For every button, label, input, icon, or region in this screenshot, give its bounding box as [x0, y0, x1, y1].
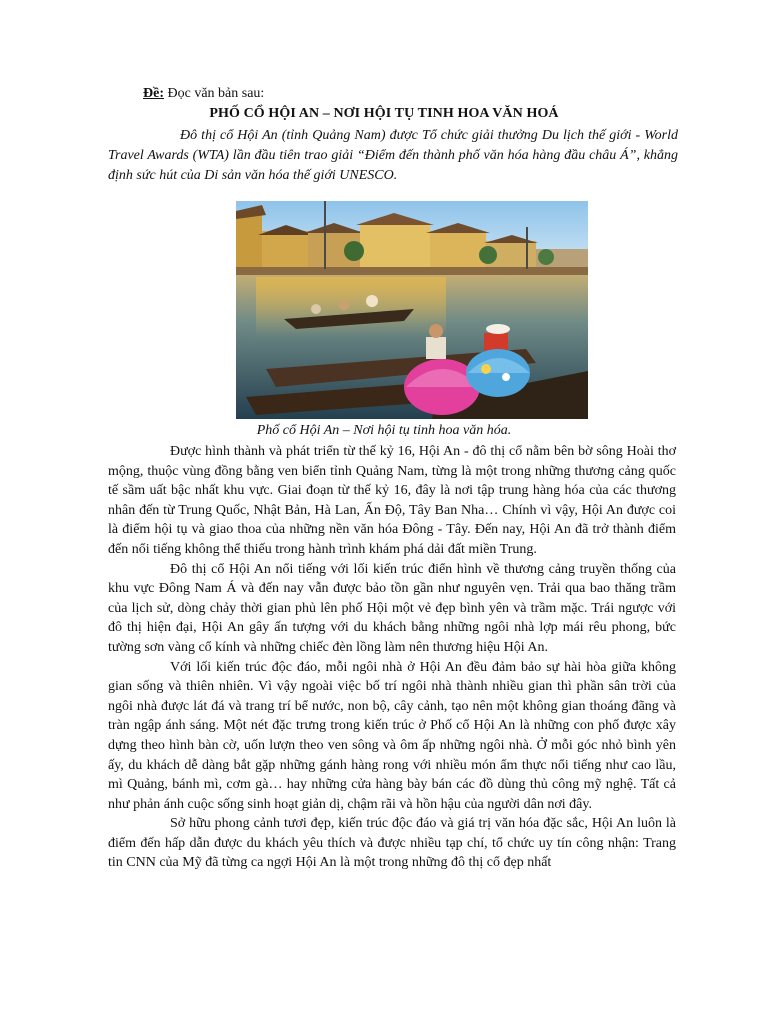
hoi-an-photo — [236, 201, 588, 419]
article-body — [108, 442, 676, 873]
body-paragraph: Được hình thành và phát triển từ thế kỷ 16, Hội An - đô thị cổ nằm bên bờ sông Hoài thơ mộng, thuộc vùng đồng bằng ven biển tỉnh Quảng Nam, từng là một trong những thương cảng quốc tế sầm uất bậc nhất khu vực. Giai đoạn từ thế kỷ 16, đây là nơi tập trung hàng hóa của các thương nhân đến từ Trung Quốc, Nhật Bản, Hà Lan, Ấn Độ, Tây Ban Nha… Chính vì vậy, Hội An được coi là điểm hội tụ và giao thoa của những nền văn hóa Đông - Tây. Đến nay, Hội An đã trở thành điểm đến nổi tiếng không thể thiếu trong hành trình khám phá dải đất miền Trung. — [108, 444, 676, 557]
article-title: PHỐ CỔ HỘI AN – NƠI HỘI TỤ TINH HOA VĂN HOÁ — [209, 106, 559, 121]
intro-text: Đô thị cổ Hội An (tỉnh Quảng Nam) được Tổ chức giải thưởng Du lịch thế giới - World Travel Awards (WTA) lần đầu tiên trao giải “Điểm đến thành phố văn hóa hàng đầu châu Á”, khẳng định sức hút của Di sản văn hóa thế giới UNESCO. — [108, 128, 678, 183]
exercise-instruction: Đọc văn bản sau: — [167, 86, 265, 101]
body-paragraph: Sở hữu phong cảnh tươi đẹp, kiến trúc độc đáo và giá trị văn hóa đặc sắc, Hội An luôn là điểm đến hấp dẫn được du khách yêu thích và được nhiều tạp chí, tổ chức uy tín công nhận: Trang tin CNN của Mỹ đã từng ca ngợi Hội An là một trong những đô thị cổ đẹp nhất — [108, 816, 676, 871]
body-paragraph: Với lối kiến trúc độc đáo, mỗi ngôi nhà ở Hội An đều đảm bảo sự hài hòa giữa không gian sống và thiên nhiên. Vì vậy ngoài việc bố trí ngôi nhà thành nhiều gian thì phần sân trời của ngôi nhà được lát đá và trang trí bể nước, non bộ, cây cảnh, tạo nên một không gian thoáng đãng và tràn ngập ánh sáng. Một nét đặc trưng trong kiến trúc ở Phố cổ Hội An là những con phố được xây dựng theo hình bàn cờ, uốn lượn theo ven sông và ôm ấp những ngôi nhà. Ở mỗi góc nhỏ bình yên ấy, du khách dễ dàng bắt gặp những gánh hàng rong với nhiều món ẩm thực nổi tiếng như cao lầu, mì Quảng, bánh mì, cơm gà… hay những cửa hàng bày bán các đồ dùng thủ công mỹ nghệ. Tất cả như phản ánh cuộc sống sinh hoạt giản dị, chậm rãi và hồn hậu của người dân nơi đây. — [108, 659, 676, 812]
exercise-heading — [143, 86, 264, 102]
photo-caption: Phố cổ Hội An – Nơi hội tụ tinh hoa văn hóa. — [256, 423, 512, 438]
body-paragraph: Đô thị cổ Hội An nổi tiếng với lối kiến trúc điển hình về thương cảng truyền thống của khu vực Đông Nam Á và đến nay vẫn được bảo tồn gần như nguyên vẹn. Trải qua bao thăng trầm của lịch sử, dòng chảy thời gian phủ lên phố Hội một vẻ đẹp bình yên và trầm mặc. Trái ngược với đô thị hiện đại, Hội An gây ấn tượng với du khách bằng những ngôi nhà lợp mái rêu phong, bức tường sơn vàng cổ kính và những chiếc đèn lồng làm nên thương hiệu Hội An. — [108, 561, 676, 655]
exercise-label: Đề: — [143, 86, 164, 101]
intro-paragraph — [108, 126, 678, 186]
